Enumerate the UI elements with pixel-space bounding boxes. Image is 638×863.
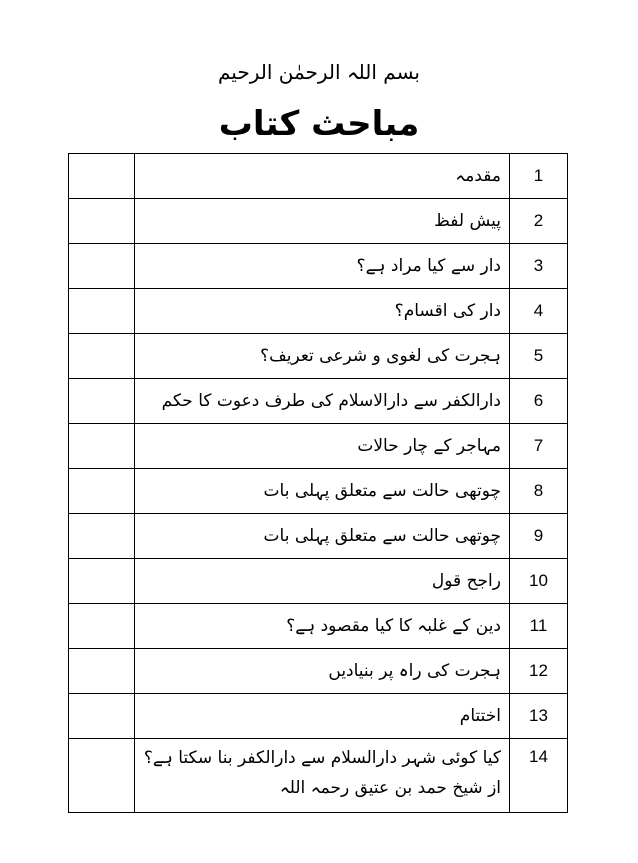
table-row [69, 334, 568, 379]
page-number-cell [69, 289, 135, 334]
topic-title: چوتھی حالت سے متعلق پہلی بات [135, 514, 510, 559]
topic-title: چوتھی حالت سے متعلق پہلی بات [135, 469, 510, 514]
table-row [69, 514, 568, 559]
row-number: 11 [510, 604, 568, 649]
topic-title: راجح قول [135, 559, 510, 604]
table-row [69, 379, 568, 424]
page-number-cell [69, 244, 135, 289]
row-number: 4 [510, 289, 568, 334]
topic-title: دارالکفر سے دارالاسلام کی طرف دعوت کا حکم [135, 379, 510, 424]
topic-title: ہجرت کی راہ پر بنیادیں [135, 649, 510, 694]
topic-title: مقدمہ [135, 154, 510, 199]
topic-title: ہجرت کی لغوی و شرعی تعریف؟ [135, 334, 510, 379]
topic-title: دار کی اقسام؟ [135, 289, 510, 334]
topic-title: پیش لفظ [135, 199, 510, 244]
bismillah-heading: بسم اللہ الرحمٰن الرحیم [217, 60, 420, 84]
row-number: 13 [510, 694, 568, 739]
topic-title: مہاجر کے چار حالات [135, 424, 510, 469]
table-of-contents [68, 153, 568, 813]
row-number: 5 [510, 334, 568, 379]
table-row [69, 739, 568, 813]
page-number-cell [69, 739, 135, 813]
page-number-cell [69, 379, 135, 424]
page-number-cell [69, 469, 135, 514]
topic-title: کیا کوئی شہر دارالسلام سے دارالکفر بنا سکتا ہے؟ از شیخ حمد بن عتیق رحمہ اللہ [135, 739, 510, 813]
table-row [69, 154, 568, 199]
row-number: 14 [510, 739, 568, 813]
page-number-cell [69, 514, 135, 559]
row-number: 3 [510, 244, 568, 289]
row-number: 1 [510, 154, 568, 199]
row-number: 8 [510, 469, 568, 514]
table-row [69, 199, 568, 244]
row-number: 12 [510, 649, 568, 694]
table-row [69, 694, 568, 739]
page-number-cell [69, 334, 135, 379]
row-number: 2 [510, 199, 568, 244]
page-number-cell [69, 694, 135, 739]
table-row [69, 244, 568, 289]
row-number: 6 [510, 379, 568, 424]
page-number-cell [69, 559, 135, 604]
topic-title: اختتام [135, 694, 510, 739]
topic-title: دار سے کیا مراد ہے؟ [135, 244, 510, 289]
page-number-cell [69, 424, 135, 469]
page-number-cell [69, 604, 135, 649]
row-number: 7 [510, 424, 568, 469]
table-row [69, 649, 568, 694]
table-row [69, 604, 568, 649]
row-number: 9 [510, 514, 568, 559]
page-title: مباحث کتاب [218, 104, 420, 144]
table-row [69, 289, 568, 334]
topic-title: دین کے غلبہ کا کیا مقصود ہے؟ [135, 604, 510, 649]
table-row [69, 424, 568, 469]
page-number-cell [69, 649, 135, 694]
row-number: 10 [510, 559, 568, 604]
table-row [69, 559, 568, 604]
table-row [69, 469, 568, 514]
page-number-cell [69, 199, 135, 244]
page-number-cell [69, 154, 135, 199]
